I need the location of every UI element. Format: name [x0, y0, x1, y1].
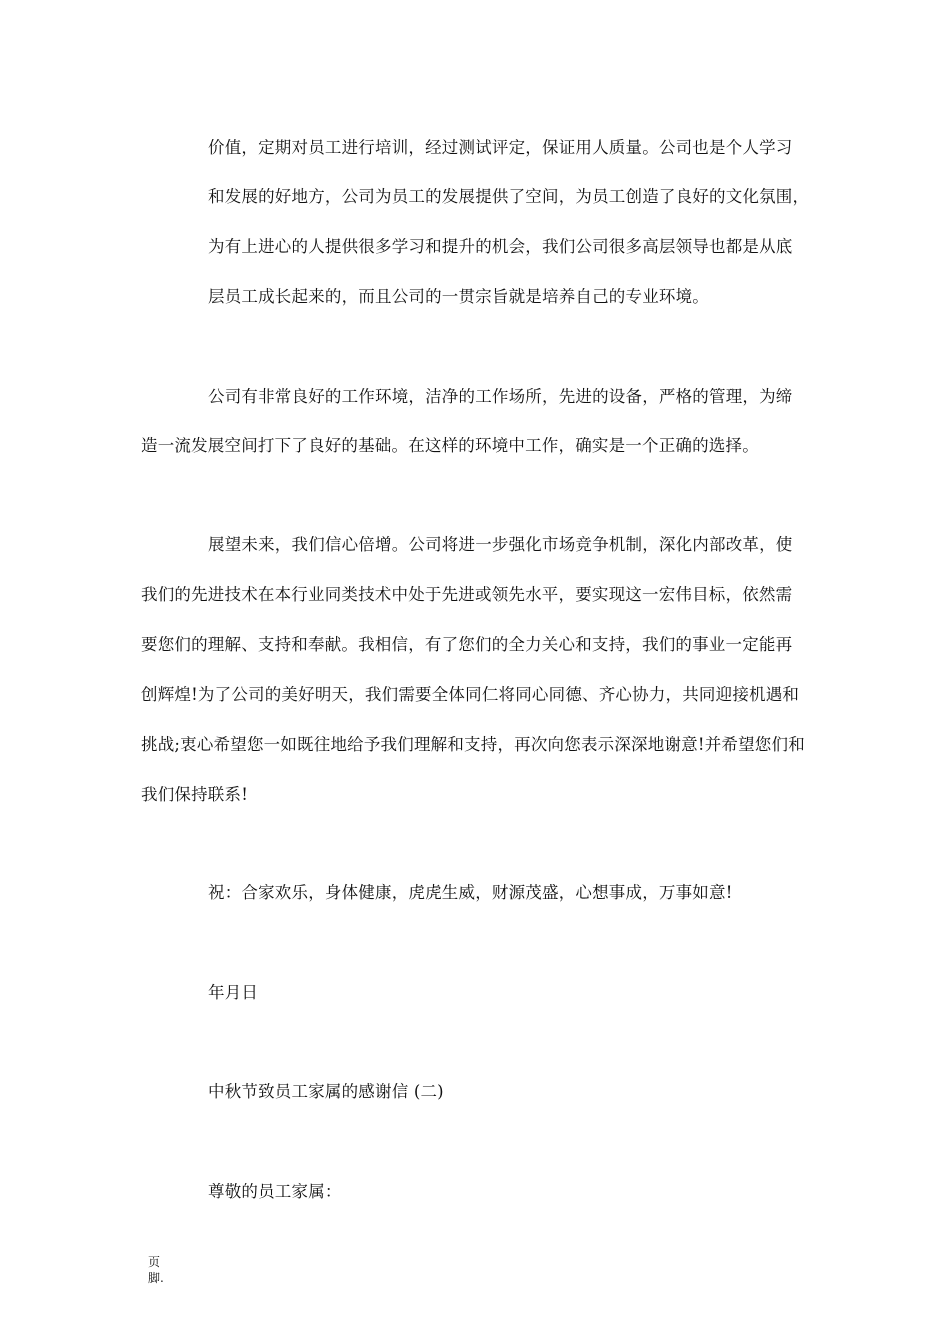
text-line: 价值，定期对员工进行培训，经过测试评定，保证用人质量。公司也是个人学习 — [208, 138, 793, 157]
text-line: 和发展的好地方，公司为员工的发展提供了空间，为员工创造了良好的文化氛围， — [208, 187, 810, 206]
section-title: 中秋节致员工家属的感谢信 (二) — [208, 1082, 444, 1101]
text-line: 层员工成长起来的，而且公司的一贯宗旨就是培养自己的专业环境。 — [208, 287, 709, 306]
text-line: 我们保持联系! — [141, 785, 249, 804]
text-line: 要您们的理解、支持和奉献。我相信，有了您们的全力关心和支持，我们的事业一定能再 — [141, 635, 793, 654]
footer-line: 脚. — [148, 1271, 164, 1285]
text-line: 创辉煌!为了公司的美好明天，我们需要全体同仁将同心同德、齐心协力，共同迎接机遇和 — [141, 685, 800, 704]
text-line: 我们的先进技术在本行业同类技术中处于先进或领先水平，要实现这一宏伟目标，依然需 — [141, 585, 793, 604]
text-line: 为有上进心的人提供很多学习和提升的机会，我们公司很多高层领导也都是从底 — [208, 237, 793, 256]
text-line: 挑战;衷心希望您一如既往地给予我们理解和支持，再次向您表示深深地谢意!并希望您们和 — [141, 735, 805, 754]
closing-wishes: 祝：合家欢乐，身体健康，虎虎生威，财源茂盛，心想事成，万事如意! — [208, 883, 733, 902]
date-line: 年月日 — [208, 983, 259, 1002]
salutation: 尊敬的员工家属： — [208, 1182, 342, 1201]
text-line: 展望未来，我们信心倍增。公司将进一步强化市场竞争机制，深化内部改革，使 — [208, 535, 793, 554]
footer-line: 页 — [148, 1255, 161, 1269]
text-line: 公司有非常良好的工作环境，洁净的工作场所，先进的设备，严格的管理，为缔 — [208, 387, 793, 406]
text-line: 造一流发展空间打下了良好的基础。在这样的环境中工作，确实是一个正确的选择。 — [141, 436, 759, 455]
